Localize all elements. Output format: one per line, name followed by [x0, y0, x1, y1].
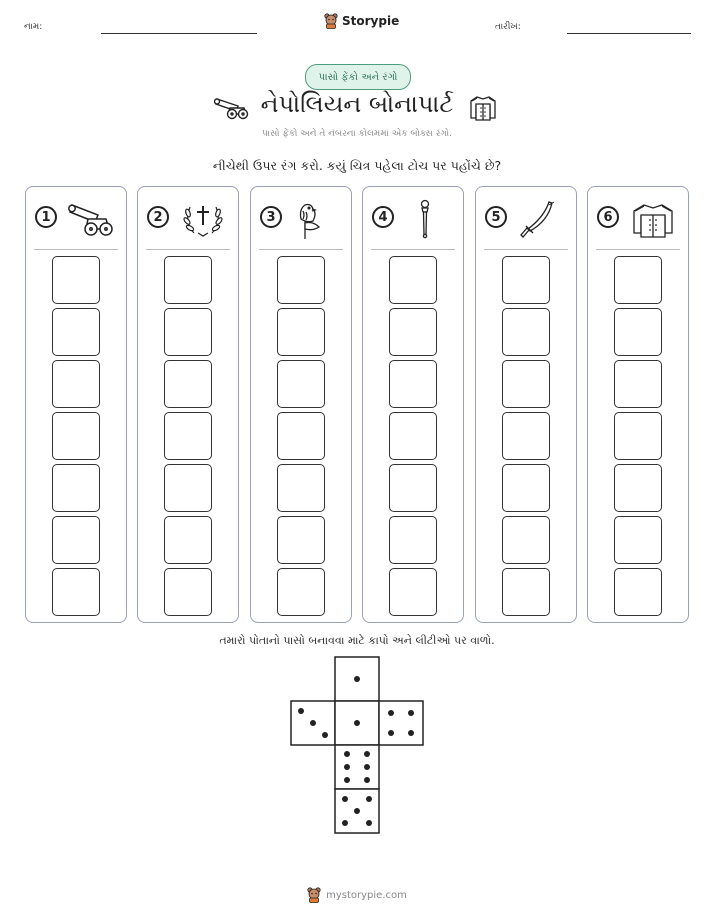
- color-box[interactable]: [52, 516, 100, 564]
- color-box[interactable]: [614, 256, 662, 304]
- footer-url[interactable]: mystorypie.com: [326, 889, 407, 901]
- cut-instruction: તમારો પોતાનો પાસો બનાવવા માટે કાપો અને લીટીઓ પર વાળો.: [219, 634, 495, 647]
- color-box[interactable]: [164, 464, 212, 512]
- column-3: [250, 186, 352, 623]
- column-divider: [34, 249, 118, 250]
- color-box[interactable]: [502, 256, 550, 304]
- color-box[interactable]: [502, 568, 550, 616]
- color-box[interactable]: [389, 568, 437, 616]
- date-line[interactable]: [567, 33, 691, 34]
- column-2: [137, 186, 239, 623]
- color-box[interactable]: [52, 308, 100, 356]
- color-box[interactable]: [614, 412, 662, 460]
- color-box[interactable]: [502, 308, 550, 356]
- color-box[interactable]: [164, 412, 212, 460]
- column-divider: [146, 249, 230, 250]
- color-box[interactable]: [614, 464, 662, 512]
- column-number: 1: [35, 206, 57, 228]
- laurel-wreath-icon: [180, 199, 226, 239]
- footer: [0, 887, 714, 903]
- activity-badge: પાસો ફેંકો અને રંગો: [305, 64, 411, 90]
- color-box[interactable]: [277, 464, 325, 512]
- eagle-flag-icon: [293, 199, 339, 239]
- color-box[interactable]: [502, 412, 550, 460]
- column-header: [588, 197, 688, 245]
- name-label: નામ:: [24, 22, 43, 32]
- color-box[interactable]: [614, 568, 662, 616]
- cannon-icon: [68, 199, 114, 239]
- column-number: 3: [260, 206, 282, 228]
- column-divider: [484, 249, 568, 250]
- page-subtitle: પાસો ફેંકો અને તે નંબરના કોલમમાં એક બોક્સ રંગો.: [261, 129, 453, 139]
- column-header: [26, 197, 126, 245]
- color-box[interactable]: [277, 308, 325, 356]
- military-jacket-icon: [630, 199, 676, 239]
- column-1: [25, 186, 127, 623]
- column-5: [475, 186, 577, 623]
- color-box[interactable]: [389, 308, 437, 356]
- color-box[interactable]: [52, 360, 100, 408]
- date-label: તારીખ:: [495, 22, 521, 32]
- dice-net[interactable]: [290, 656, 426, 838]
- color-box[interactable]: [277, 360, 325, 408]
- brand-logo: [324, 13, 399, 29]
- color-box[interactable]: [52, 568, 100, 616]
- color-box[interactable]: [52, 412, 100, 460]
- color-box[interactable]: [614, 516, 662, 564]
- color-box[interactable]: [277, 516, 325, 564]
- column-6: [587, 186, 689, 623]
- color-box[interactable]: [502, 360, 550, 408]
- sword-icon: [518, 199, 564, 239]
- color-box[interactable]: [389, 412, 437, 460]
- column-number: 6: [597, 206, 619, 228]
- bear-icon: [324, 13, 338, 29]
- column-header: [251, 197, 351, 245]
- color-box[interactable]: [52, 464, 100, 512]
- color-box[interactable]: [277, 412, 325, 460]
- column-4: [362, 186, 464, 623]
- color-box[interactable]: [502, 516, 550, 564]
- color-box[interactable]: [164, 360, 212, 408]
- name-line[interactable]: [101, 33, 257, 34]
- color-box[interactable]: [164, 308, 212, 356]
- dice-face-lower: [335, 745, 379, 789]
- color-box[interactable]: [502, 464, 550, 512]
- color-box[interactable]: [164, 568, 212, 616]
- color-box[interactable]: [389, 256, 437, 304]
- column-divider: [596, 249, 680, 250]
- scepter-icon: [405, 199, 451, 239]
- column-divider: [371, 249, 455, 250]
- column-header: [476, 197, 576, 245]
- color-box[interactable]: [389, 360, 437, 408]
- game-question: નીચેથી ઉપર રંગ કરો. કયું ચિત્ર પહેલા ટોચ પર પહોંચે છે?: [212, 158, 502, 173]
- color-box[interactable]: [389, 464, 437, 512]
- color-box[interactable]: [389, 516, 437, 564]
- column-number: 2: [147, 206, 169, 228]
- page-title: નેપોલિયન બોનાપાર્ટ: [260, 90, 454, 118]
- brand-name: Storypie: [342, 14, 400, 28]
- color-box[interactable]: [164, 516, 212, 564]
- column-header: [138, 197, 238, 245]
- column-header: [363, 197, 463, 245]
- color-box[interactable]: [614, 360, 662, 408]
- column-number: 5: [485, 206, 507, 228]
- color-box[interactable]: [277, 568, 325, 616]
- column-number: 4: [372, 206, 394, 228]
- color-box[interactable]: [277, 256, 325, 304]
- color-box[interactable]: [164, 256, 212, 304]
- military-jacket-icon: [468, 92, 498, 122]
- color-box[interactable]: [614, 308, 662, 356]
- dice-face-right: [379, 701, 423, 745]
- bear-icon: [307, 887, 321, 903]
- column-divider: [259, 249, 343, 250]
- color-box[interactable]: [52, 256, 100, 304]
